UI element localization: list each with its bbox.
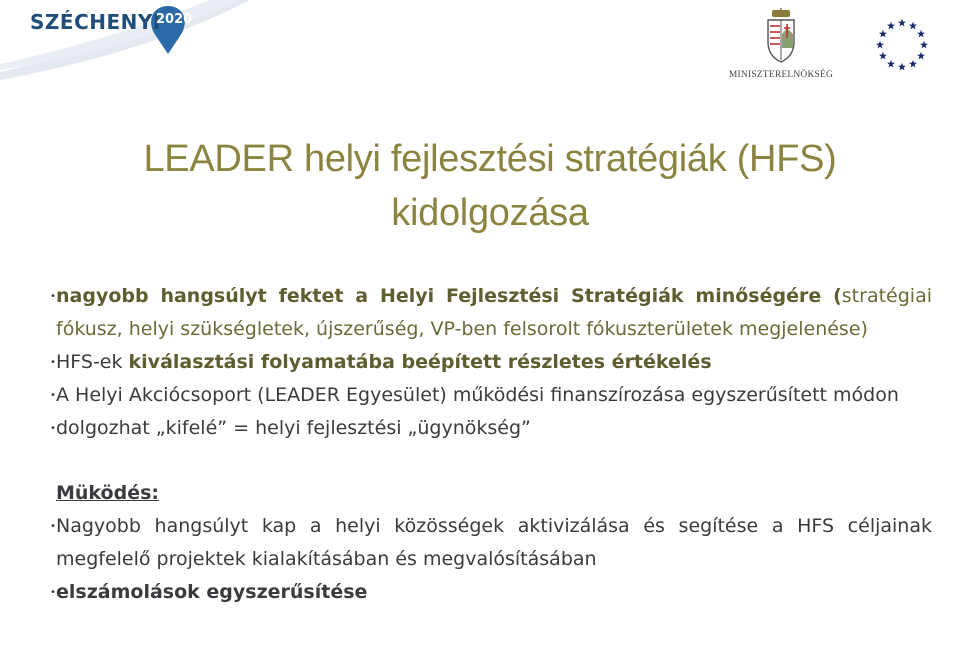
slide-content: [50, 280, 932, 609]
bullet-dot-icon: •: [50, 291, 56, 302]
eu-stars-icon: [872, 15, 932, 75]
bullet-item: [50, 379, 932, 412]
ministry-logo: [722, 8, 840, 84]
bullet-text: Nagyobb hangsúlyt kap a helyi közösségek aktivizálása és segítése a HFS céljainak megfelelő projektek kialakításában és megvalósításában: [56, 515, 932, 570]
bullet-text: dolgozhat „kifelé” = helyi fejlesztési „ügynökség”: [56, 417, 531, 439]
hungarian-coat-of-arms-icon: [722, 8, 840, 68]
eu-star-icon: [887, 60, 895, 68]
eu-star-icon: [876, 41, 884, 49]
bullet-dot-icon: •: [50, 390, 56, 401]
eu-star-icon: [879, 52, 887, 60]
bullet-dot-icon: •: [50, 423, 56, 434]
bullet-item: [50, 412, 932, 445]
bullet-text: stratégiai fókusz, helyi szükségletek, újszerűség, VP-ben felsorolt fókuszterületek megjelenése): [56, 285, 932, 340]
bullet-item: [50, 576, 932, 609]
bullet-text: HFS-ek: [56, 351, 129, 373]
slide-title-line1: LEADER helyi fejlesztési stratégiák (HFS): [143, 138, 837, 180]
bullet-item: [50, 510, 932, 576]
eu-star-icon: [917, 52, 925, 60]
eu-star-icon: [909, 22, 917, 30]
slide-title-line2: kidolgozása: [391, 192, 589, 234]
bullet-text-bold: nagyobb hangsúlyt fektet a Helyi Fejlesztési Stratégiák minőségére (: [56, 285, 842, 307]
eu-logo: [872, 15, 932, 75]
bullet-item: [50, 346, 932, 379]
bullet-dot-icon: •: [50, 357, 56, 368]
bullet-dot-icon: •: [50, 521, 56, 532]
bullet-text-bold: elszámolások egyszerűsítése: [56, 581, 368, 603]
szechenyi-year: 2020: [156, 12, 193, 27]
section-heading: Müködés:: [56, 482, 160, 504]
bullet-item: [50, 280, 932, 346]
eu-star-icon: [898, 63, 906, 71]
eu-star-icon: [920, 41, 928, 49]
bullet-dot-icon: •: [50, 587, 56, 598]
bullet-text: A Helyi Akciócsoport (LEADER Egyesület) működési finanszírozása egyszerűsített módon: [56, 384, 899, 406]
eu-star-icon: [879, 30, 887, 38]
szechenyi-wordmark: SZÉCHENYI: [30, 10, 161, 34]
ministry-caption: MINISZTERELNÖKSÉG: [728, 70, 834, 80]
eu-star-icon: [917, 30, 925, 38]
slide-title: [60, 132, 920, 240]
eu-star-icon: [898, 19, 906, 27]
bullet-text-bold: kiválasztási folyamatába beépített részletes értékelés: [128, 351, 712, 373]
szechenyi-2020-logo: [0, 0, 250, 80]
eu-star-icon: [909, 60, 917, 68]
eu-star-icon: [887, 22, 895, 30]
